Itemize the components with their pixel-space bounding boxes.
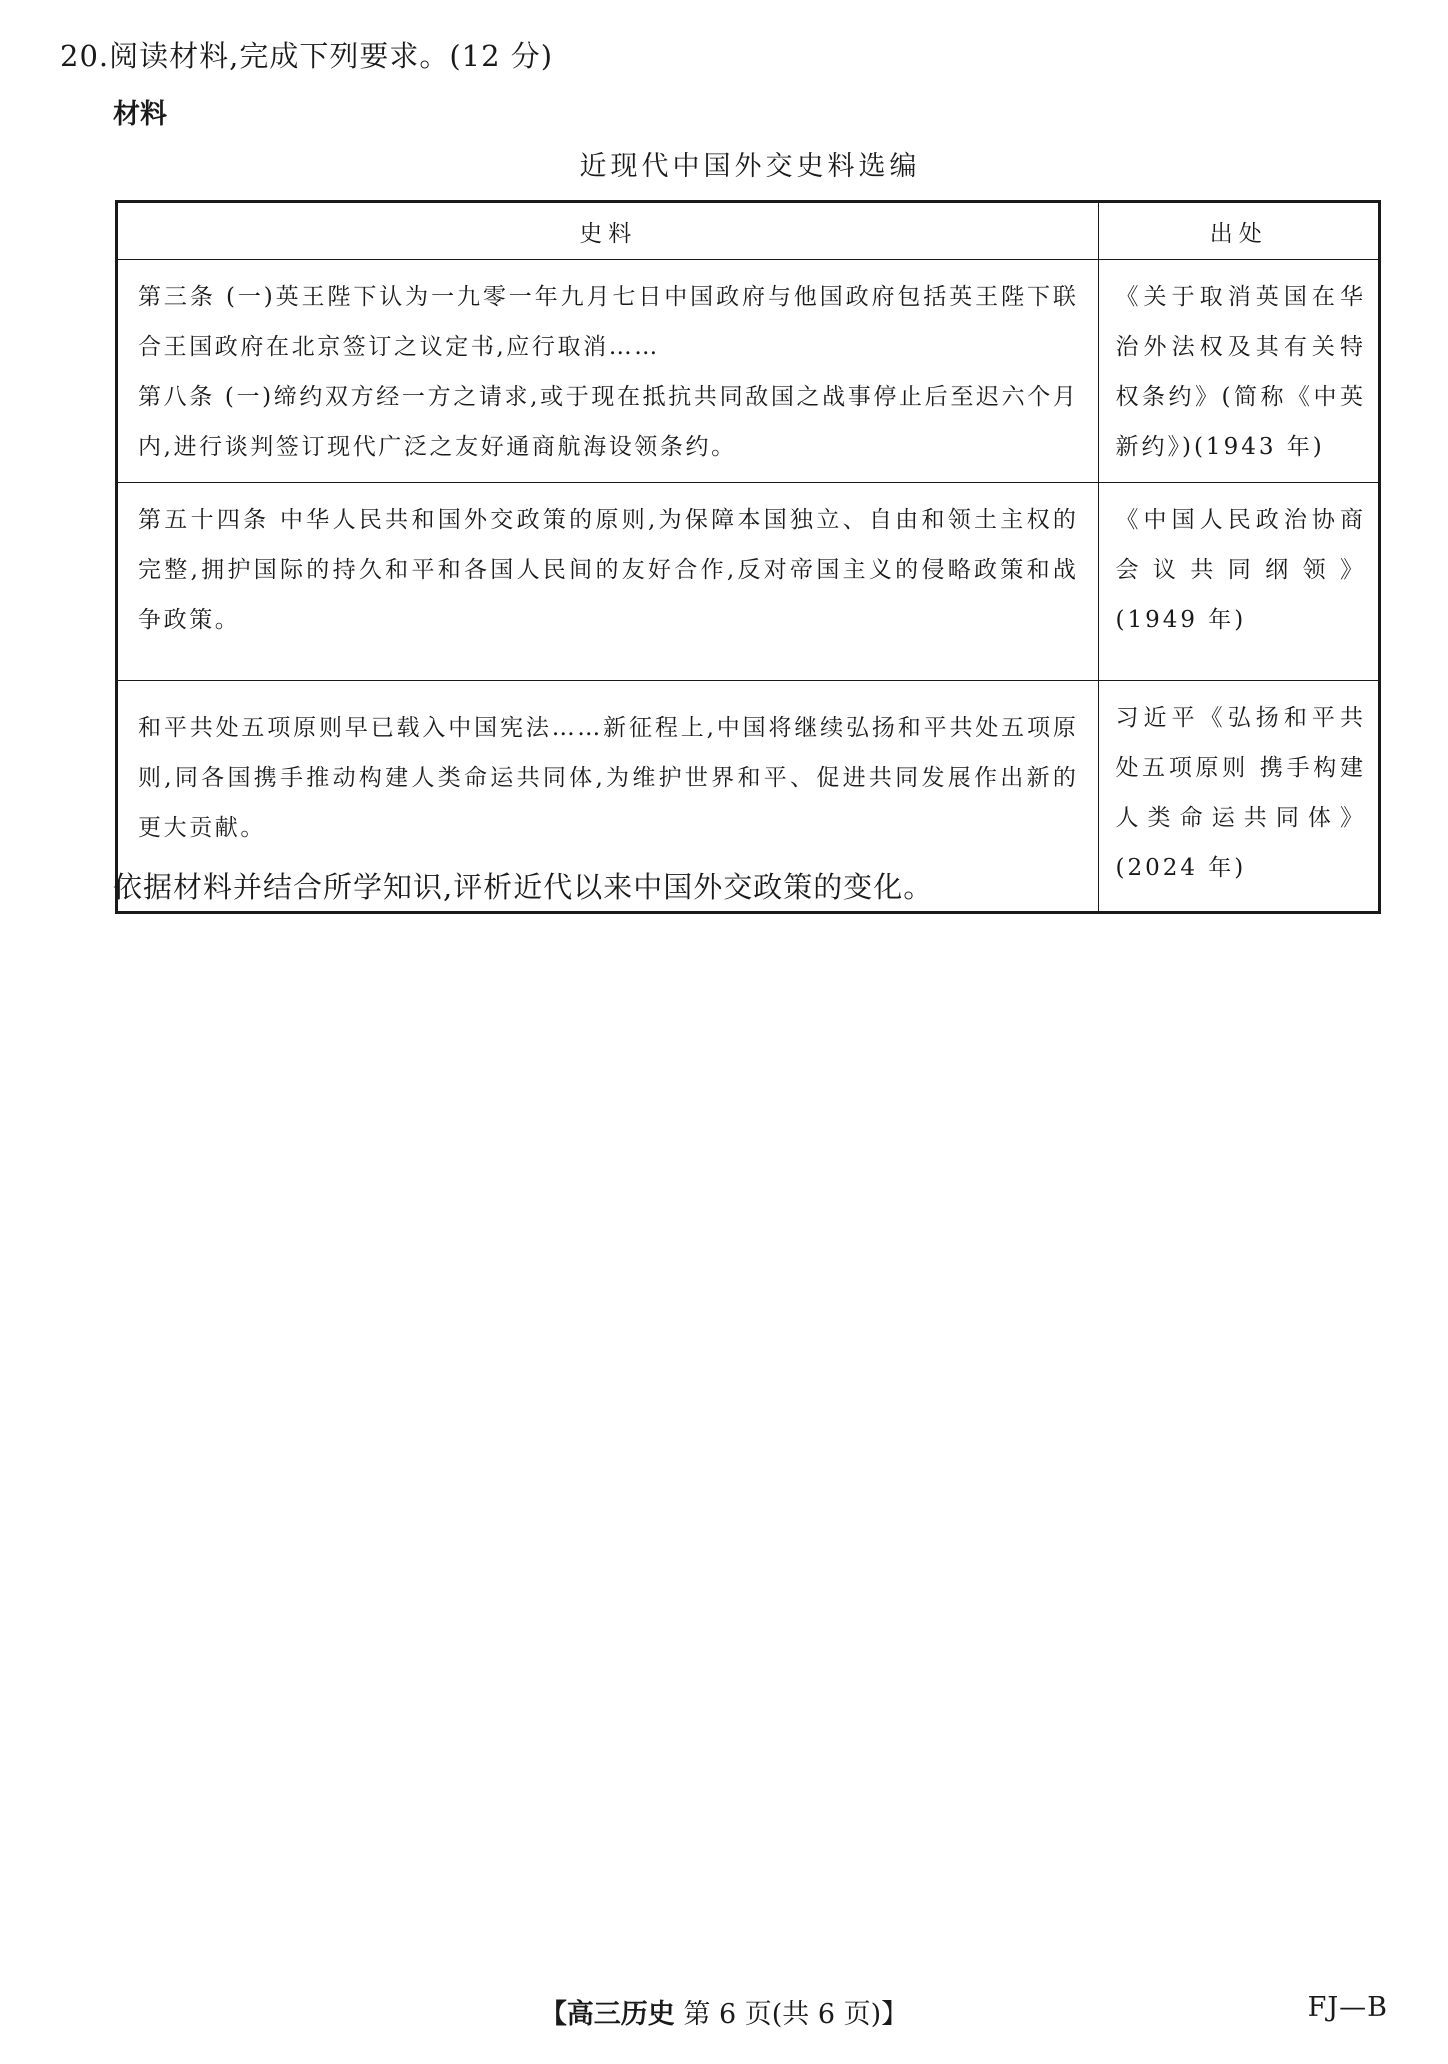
origin-cell: 《中国人民政治协商会议共同纲领》(1949 年) [1099,483,1380,681]
source-table [115,200,1381,914]
header-origin: 出处 [1099,202,1380,260]
content-cell [117,483,1099,681]
origin-cell: 《关于取消英国在华治外法权及其有关特权条约》(简称《中英新约》)(1943 年) [1099,260,1380,483]
article-eight: 第八条 (一)缔约双方经一方之请求,或于现在抵抗共同敌国之战事停止后至迟六个月内,进行谈判签订现代广泛之友好通商航海设领条约。 [138,384,1079,460]
question-title: 20.阅读材料,完成下列要求。(12 分) [60,39,554,73]
five-principles-excerpt: 和平共处五项原则早已载入中国宪法……新征程上,中国将继续弘扬和平共处五项原则,同各国携手推动构建人类命运共同体,为维护世界和平、促进共同发展作出新的更大贡献。 [138,715,1079,841]
table-header-row [117,202,1380,260]
table-row [117,483,1380,681]
material-label: 材料 [113,99,167,130]
table-row [117,260,1380,483]
header-content: 史料 [117,202,1099,260]
footer-subject: 【高三历史 [539,1999,675,2030]
footer-code: FJ—B [1307,1992,1388,2023]
article-three: 第三条 (一)英王陛下认为一九零一年九月七日中国政府与他国政府包括英王陛下联合王国政府在北京签订之议定书,应行取消…… [138,284,1079,360]
footer-page-number: 第 6 页(共 6 页)】 [683,1999,909,2030]
table-title: 近现代中国外交史料选编 [579,151,921,182]
content-cell [117,260,1099,483]
origin-cell: 习近平《弘扬和平共处五项原则 携手构建人类命运共同体》(2024 年) [1099,681,1380,913]
article-fifty-four: 第五十四条 中华人民共和国外交政策的原则,为保障本国独立、自由和领土主权的完整,拥护国际的持久和平和各国人民间的友好合作,反对帝国主义的侵略政策和战争政策。 [138,507,1079,633]
question-prompt: 依据材料并结合所学知识,评析近代以来中国外交政策的变化。 [113,870,934,904]
footer-page-info [0,1992,1448,2031]
